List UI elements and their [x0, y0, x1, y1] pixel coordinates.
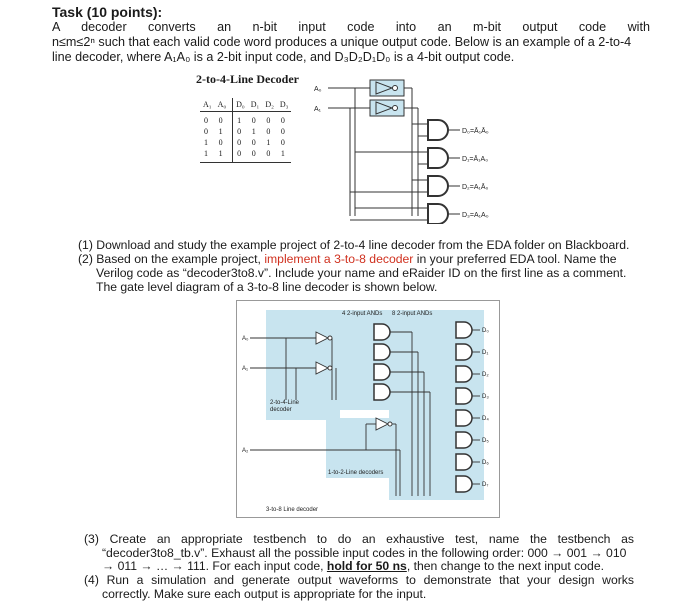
fig2-output-d7: D₇ [482, 482, 489, 488]
cell: 0 [280, 127, 285, 136]
step-3-hold-time: hold for 50 ns [326, 559, 407, 573]
fig1-output-d3: D₃=A₁A₀ [462, 212, 489, 219]
table-row [200, 137, 291, 148]
fig2-output-d0: D₀ [482, 328, 489, 334]
cell: 0 [266, 127, 271, 136]
cell: 1 [251, 127, 256, 136]
label-1to2: 1-to-2-Line decoders [328, 470, 384, 476]
cell: 0 [204, 127, 208, 136]
fig1-output-d2: D₂=A₁Ā₀ [462, 184, 489, 191]
intro-line-3: line decoder, where A₁A₀ is a 2-bit input code, and D₃D₂D₁D₀ is a 4-bit output code. [52, 50, 515, 64]
cell: 0 [237, 127, 242, 136]
step-3-line-3-prefix: → 011 → … → 111. For each input code, [102, 559, 327, 573]
step-3-line-2: “decoder3to8_tb.v”. Exhaust all the possible input codes in the following order: 000 → 001 → 010 [102, 546, 627, 560]
label-2to4-a: 2-to-4-Line [270, 400, 300, 406]
fig2-circuit [236, 300, 500, 518]
fig2-output-d1: D₁ [482, 350, 489, 356]
cell: 1 [200, 148, 215, 163]
fig1-input-a0: A₀ [314, 86, 322, 93]
cell: 0 [262, 148, 277, 163]
th-d2: D₂ [262, 98, 277, 112]
cell: 0 [215, 137, 233, 148]
step-4-line-1: (4) Run a simulation and generate output waveforms to demonstrate that your design works [84, 573, 634, 587]
truth-table-header [200, 98, 291, 112]
fig2-output-d4: D₄ [482, 416, 489, 422]
fig2-output-d3: D₃ [482, 394, 489, 400]
cell: 0 [251, 116, 256, 125]
table-row [200, 148, 291, 163]
th-d0: D₀ [233, 98, 248, 112]
cell: 0 [248, 148, 263, 163]
fig1-output-d0: D₀=Ā₁Ā₀ [462, 128, 489, 135]
cell: 1 [237, 116, 242, 125]
label-2to4-b: decoder [270, 407, 292, 413]
step-3-line-3-suffix: , then change to the next input code. [406, 559, 604, 573]
th-d1: D₁ [248, 98, 263, 112]
th-a0: A₀ [215, 98, 233, 112]
step-4-line-2: correctly. Make sure each output is appropriate for the input. [102, 587, 427, 601]
cell: 0 [215, 112, 233, 127]
fig2-output-d6: D₆ [482, 460, 489, 466]
step-1: (1) Download and study the example project of 2-to-4 line decoder from the EDA folder on Blackboard. [78, 238, 630, 252]
task-intro [52, 20, 650, 65]
cell: 0 [237, 138, 242, 147]
step-2-prefix: (2) Based on the example project, [78, 252, 265, 266]
label-3to8: 3-to-8 Line decoder [266, 507, 319, 513]
fig2-input-a2: A₂ [242, 448, 249, 454]
fig2-input-a0: A₀ [242, 336, 249, 342]
fig1-circuit [310, 76, 530, 224]
cell: 0 [251, 138, 256, 147]
cell: 1 [215, 126, 233, 137]
label-4and: 4 2-input ANDs [342, 311, 383, 317]
cell: 0 [280, 116, 285, 125]
fig1-output-d1: D₁=Ā₁A₀ [462, 156, 489, 163]
th-d3: D₃ [277, 98, 292, 112]
step-3-line-3 [102, 559, 662, 573]
step-3-line-1: (3) Create an appropriate testbench to do an exhaustive test, name the testbench as [84, 532, 634, 546]
step-2-highlight: implement a 3-to-8 decoder [264, 252, 414, 266]
fig2-output-d5: D₅ [482, 438, 489, 444]
cell: 1 [204, 138, 208, 147]
fig1-caption: 2-to-4-Line Decoder [196, 72, 299, 86]
cell: 0 [204, 116, 208, 125]
fig2-output-d2: D₂ [482, 372, 489, 378]
intro-line-2: n≤m≤2ⁿ such that each valid code word produces a unique output code. Below is an example of a 2-to-4 [52, 35, 632, 49]
table-row [200, 112, 291, 127]
intro-line-1: A decoder converts an n-bit input code into an m-bit output code with [52, 20, 650, 34]
cell: 1 [215, 148, 233, 163]
step-2-line-2: Verilog code as “decoder3to8.v”. Include your name and eRaider ID on the first line as a comment. [96, 266, 627, 280]
cell: 1 [266, 138, 271, 147]
step-2-suffix: in your preferred EDA tool. Name the [413, 252, 617, 266]
step-2 [78, 252, 658, 266]
table-row [200, 126, 291, 137]
step-2-line-3: The gate level diagram of a 3-to-8 line decoder is shown below. [96, 280, 438, 294]
truth-table [200, 98, 291, 163]
fig1-input-a1: A₁ [314, 106, 322, 113]
cell: 0 [266, 116, 271, 125]
cell: 0 [233, 148, 248, 163]
th-a1: A₁ [200, 98, 215, 112]
cell: 0 [280, 138, 285, 147]
task-title: Task (10 points): [52, 4, 163, 20]
label-8and: 8 2-input ANDs [392, 311, 433, 317]
fig2-input-a1: A₁ [242, 366, 249, 372]
cell: 1 [277, 148, 292, 163]
